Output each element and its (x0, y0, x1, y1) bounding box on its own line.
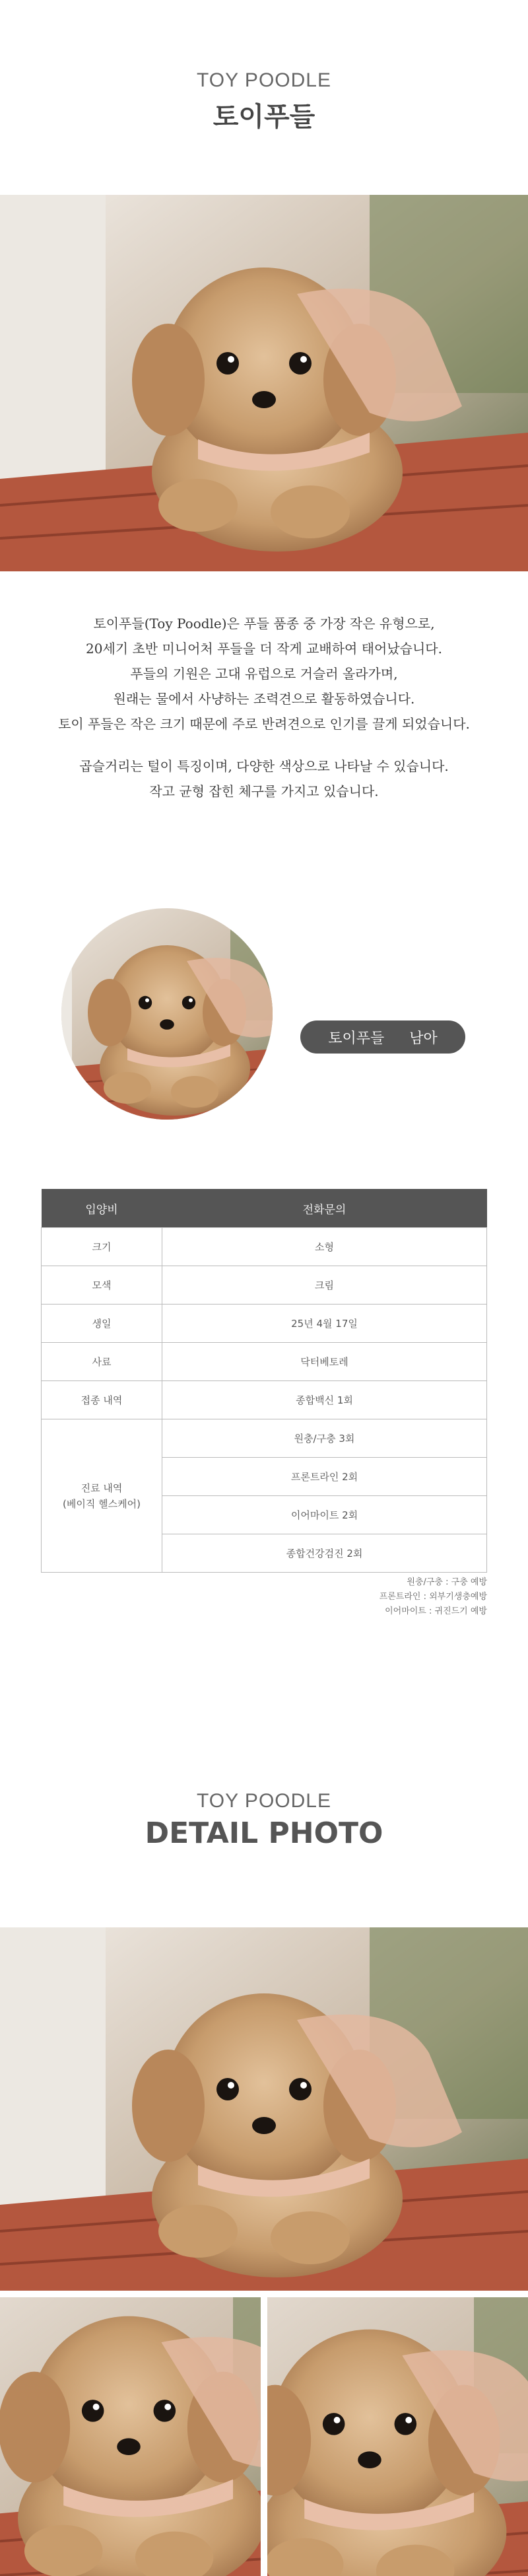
gender-label: 남아 (409, 1030, 438, 1047)
table-header-cell: 입양비 (42, 1189, 162, 1228)
row-label: 사료 (42, 1343, 162, 1381)
treatment-label-main: 진료 내역 (81, 1482, 123, 1494)
row-value: 원충/구충 3회 (162, 1419, 487, 1458)
row-value: 닥터베토레 (162, 1343, 487, 1381)
row-value: 이어마이트 2회 (162, 1496, 487, 1534)
table-row (42, 1266, 487, 1305)
table-row (42, 1381, 487, 1419)
intro-line: 토이 푸들은 작은 크기 때문에 주로 반려견으로 인기를 끌게 되었습니다. (58, 716, 470, 732)
header-section (0, 69, 528, 133)
intro-line: 원래는 물에서 사냥하는 조력견으로 활동하였습니다. (113, 691, 415, 707)
header-subtitle: TOY POODLE (197, 69, 331, 91)
profile-photo (61, 908, 273, 1120)
detail-section-title (0, 1790, 528, 1850)
profile-badge (300, 1020, 465, 1054)
header-title: 토이푸들 (213, 102, 315, 132)
note-line: 이어마이트 : 귀진드기 예방 (385, 1606, 487, 1616)
row-label: 접종 내역 (42, 1381, 162, 1419)
row-value: 프론트라인 2회 (162, 1458, 487, 1496)
breed-label: 토이푸들 (328, 1030, 385, 1047)
detail-subtitle: TOY POODLE (197, 1790, 331, 1812)
table-notes (380, 1575, 487, 1619)
intro-line: 작고 균형 잡힌 체구를 가지고 있습니다. (149, 783, 379, 799)
intro-text (0, 611, 528, 804)
table-header-row (42, 1189, 487, 1228)
table-row (42, 1228, 487, 1266)
row-label: 크기 (42, 1228, 162, 1266)
treatment-label-sub: (베이직 헬스케어) (63, 1497, 141, 1510)
table-row (42, 1343, 487, 1381)
row-label: 생일 (42, 1305, 162, 1343)
intro-line: 곱슬거리는 털이 특징이며, 다양한 색상으로 나타날 수 있습니다. (79, 758, 449, 774)
detail-photo-right (267, 2297, 528, 2576)
intro-line: 푸들의 기원은 고대 유럽으로 거슬러 올라가며, (130, 666, 398, 682)
row-value: 25년 4월 17일 (162, 1305, 487, 1343)
table-header-cell: 전화문의 (162, 1189, 487, 1228)
detail-photo-left (0, 2297, 261, 2576)
row-value: 소형 (162, 1228, 487, 1266)
detail-title: DETAIL PHOTO (145, 1816, 383, 1850)
row-value: 크림 (162, 1266, 487, 1305)
note-line: 프론트라인 : 외부기생충예방 (379, 1592, 487, 1602)
info-table (41, 1189, 487, 1573)
table-row (42, 1305, 487, 1343)
treatment-label (42, 1419, 162, 1573)
intro-line: 토이푸들(Toy Poodle)은 푸들 품종 중 가장 작은 유형으로, (93, 616, 435, 631)
detail-photo-large (0, 1927, 528, 2291)
table-row (42, 1419, 487, 1458)
note-line: 원충/구충 : 구충 예방 (407, 1577, 487, 1587)
row-value: 종합건강검진 2회 (162, 1534, 487, 1573)
main-photo (0, 195, 528, 571)
row-value: 종합백신 1회 (162, 1381, 487, 1419)
row-label: 모색 (42, 1266, 162, 1305)
intro-line: 20세기 초반 미니어처 푸들을 더 작게 교배하여 태어났습니다. (86, 641, 442, 657)
